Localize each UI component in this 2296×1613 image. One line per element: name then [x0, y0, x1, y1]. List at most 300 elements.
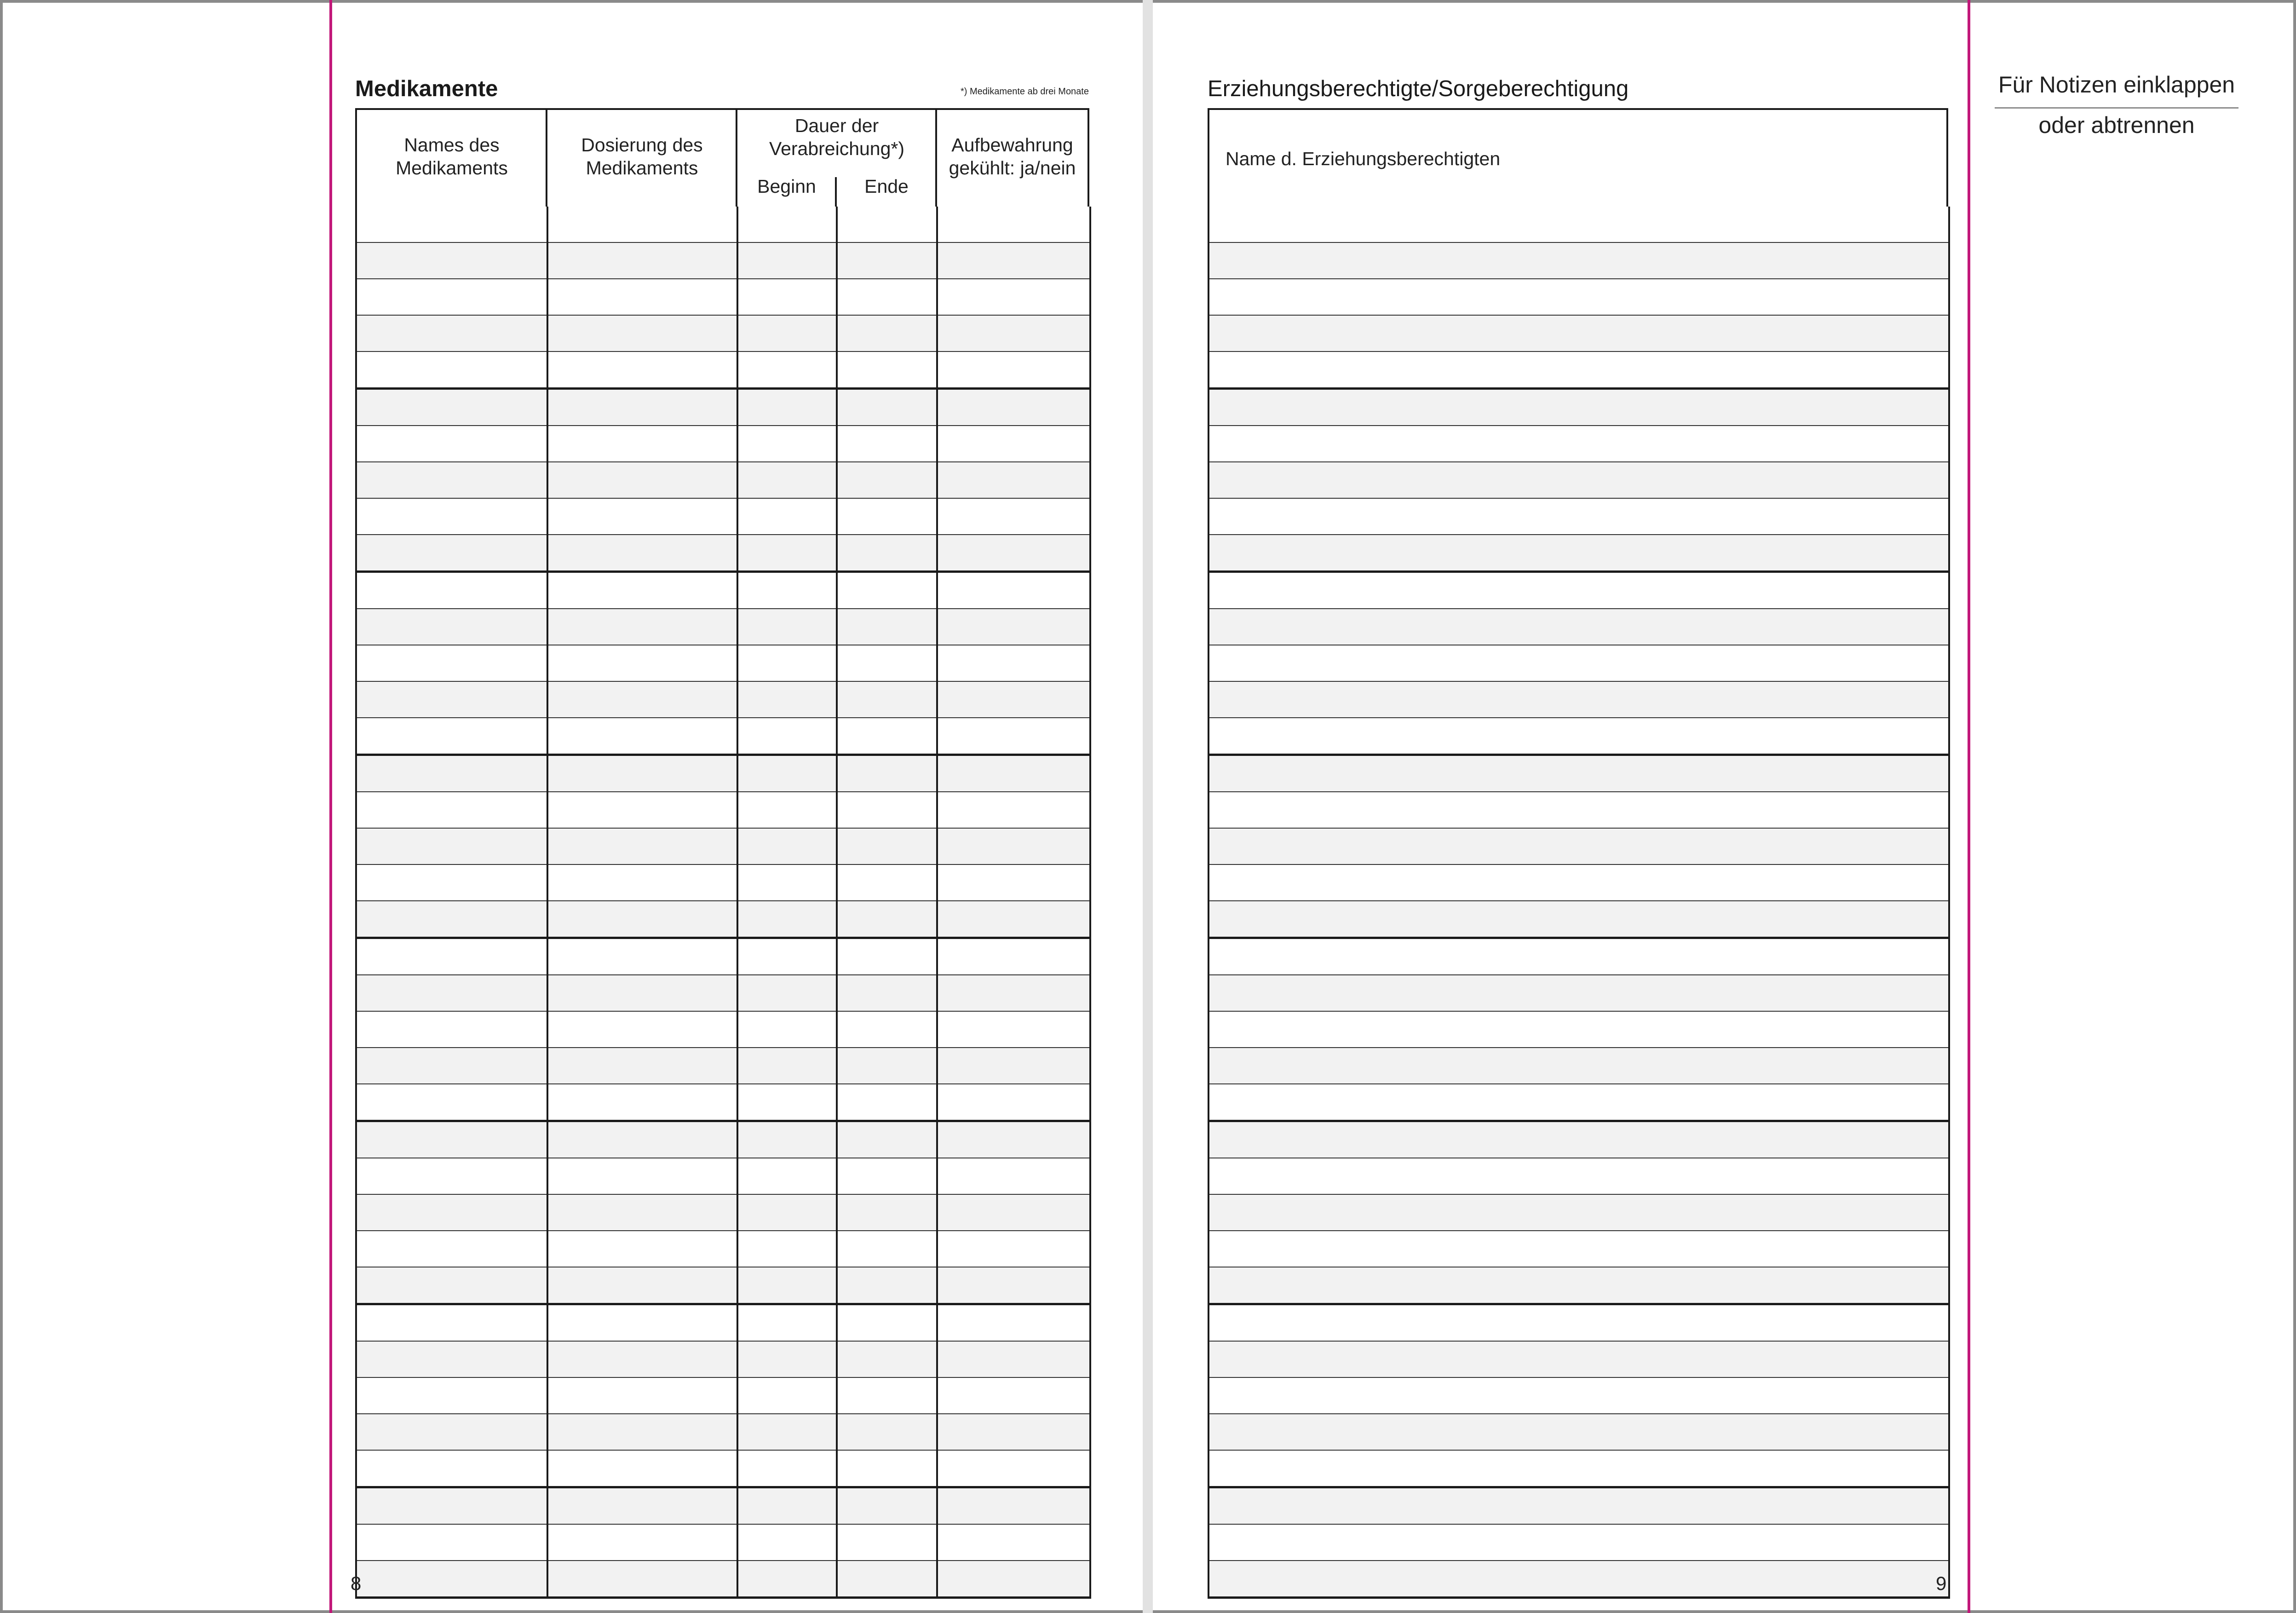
- guardian-row-cell: [1208, 1194, 1949, 1231]
- guardian-row-cell: [1208, 938, 1949, 975]
- medication-row-cell: [737, 535, 837, 572]
- medication-row-cell: [547, 535, 737, 572]
- medication-row-cell: [737, 1121, 837, 1158]
- guardian-row-cell: [1208, 1561, 1949, 1598]
- medication-row-cell: [547, 1011, 737, 1048]
- guardian-row: [1208, 681, 1949, 718]
- medication-row-cell: [547, 572, 737, 609]
- medication-row-cell: [356, 828, 547, 864]
- medication-row-cell: [737, 609, 837, 645]
- medication-row-cell: [737, 1158, 837, 1194]
- medication-row-cell: [547, 755, 737, 792]
- medication-row-cell: [356, 535, 547, 572]
- medication-row-cell: [937, 462, 1090, 498]
- guardian-row-cell: [1208, 1121, 1949, 1158]
- medication-row-cell: [937, 315, 1090, 351]
- medication-row: [356, 901, 1090, 938]
- medication-row-cell: [356, 426, 547, 462]
- medication-row: [356, 1414, 1090, 1450]
- medication-row-cell: [356, 1414, 547, 1450]
- medication-row: [356, 1048, 1090, 1084]
- flap-note-divider: [1995, 107, 2238, 109]
- medication-row: [356, 1121, 1090, 1158]
- medication-row-cell: [547, 792, 737, 828]
- medication-row-cell: [356, 462, 547, 498]
- medication-row-cell: [737, 242, 837, 279]
- medication-row-cell: [937, 1377, 1090, 1414]
- medication-row: [356, 535, 1090, 572]
- left-trim-line: [329, 0, 332, 1613]
- medication-row-cell: [547, 389, 737, 426]
- guardian-row-cell: [1208, 315, 1949, 351]
- medication-row-cell: [547, 975, 737, 1011]
- medication-row: [356, 792, 1090, 828]
- guardian-row-cell: [1208, 792, 1949, 828]
- guardian-row-cell: [1208, 1048, 1949, 1084]
- medication-row-cell: [737, 572, 837, 609]
- medication-row-cell: [547, 938, 737, 975]
- medication-row-cell: [937, 351, 1090, 389]
- medication-row: [356, 1377, 1090, 1414]
- medication-row-cell: [356, 1121, 547, 1158]
- medication-row: [356, 462, 1090, 498]
- guardian-row-cell: [1208, 1450, 1949, 1487]
- medication-row-cell: [547, 279, 737, 315]
- guardian-row: [1208, 1450, 1949, 1487]
- medication-row-cell: [737, 315, 837, 351]
- guardian-row: [1208, 1341, 1949, 1377]
- medication-row: [356, 1158, 1090, 1194]
- guardian-row-cell: [1208, 462, 1949, 498]
- guardian-title: Erziehungsberechtigte/Sorgeberechtigung: [1208, 76, 1629, 101]
- medication-row-cell: [937, 1048, 1090, 1084]
- medication-row: [356, 1011, 1090, 1048]
- medication-row-cell: [737, 755, 837, 792]
- guardian-row: [1208, 938, 1949, 975]
- guardian-row-cell: [1208, 279, 1949, 315]
- medication-row-cell: [547, 1267, 737, 1304]
- guardian-row-cell: [1208, 828, 1949, 864]
- medication-row-cell: [737, 864, 837, 901]
- medication-row-cell: [356, 498, 547, 535]
- medication-row-cell: [937, 681, 1090, 718]
- medication-row-cell: [937, 828, 1090, 864]
- guardian-row-cell: [1208, 1487, 1949, 1525]
- medication-row-cell: [837, 718, 937, 755]
- medication-row-cell: [837, 1341, 937, 1377]
- medication-row-cell: [937, 1011, 1090, 1048]
- medication-row-cell: [937, 279, 1090, 315]
- medication-row-cell: [937, 1158, 1090, 1194]
- guardian-row-cell: [1208, 1267, 1949, 1304]
- medication-row-cell: [737, 938, 837, 975]
- guardian-row-cell: [1208, 426, 1949, 462]
- medication-row-cell: [737, 1524, 837, 1561]
- guardian-row: [1208, 1267, 1949, 1304]
- medication-row-cell: [837, 1084, 937, 1121]
- medication-row-cell: [937, 1414, 1090, 1450]
- medication-row-cell: [837, 498, 937, 535]
- medication-row-cell: [937, 718, 1090, 755]
- medication-row: [356, 1304, 1090, 1342]
- medication-row-cell: [737, 1267, 837, 1304]
- medication-title: Medikamente: [355, 76, 498, 101]
- medication-row: [356, 938, 1090, 975]
- medication-row: [356, 609, 1090, 645]
- medication-row: [356, 975, 1090, 1011]
- guardian-row: [1208, 207, 1949, 242]
- medication-row: [356, 279, 1090, 315]
- medication-row-cell: [737, 1414, 837, 1450]
- medication-row-cell: [737, 792, 837, 828]
- guardian-row-cell: [1208, 572, 1949, 609]
- page-number-left: 8: [351, 1573, 362, 1594]
- medication-row-cell: [737, 1450, 837, 1487]
- medication-row-cell: [837, 975, 937, 1011]
- guardian-row-cell: [1208, 351, 1949, 389]
- medication-row-cell: [937, 1561, 1090, 1598]
- medication-row-cell: [737, 1341, 837, 1377]
- medication-row-cell: [356, 1341, 547, 1377]
- medication-row-cell: [937, 792, 1090, 828]
- medication-row-cell: [837, 389, 937, 426]
- medication-row-cell: [356, 901, 547, 938]
- guardian-row-cell: [1208, 681, 1949, 718]
- guardian-header-label: Name d. Erziehungsberechtigten: [1226, 148, 1501, 169]
- column-header-duration: Dauer der Verabreichung*): [769, 115, 905, 159]
- guardian-row: [1208, 1304, 1949, 1342]
- medication-row-cell: [547, 828, 737, 864]
- medication-row-cell: [547, 1121, 737, 1158]
- medication-row-cell: [356, 315, 547, 351]
- medication-row-cell: [356, 975, 547, 1011]
- guardian-row-cell: [1208, 535, 1949, 572]
- guardian-row: [1208, 535, 1949, 572]
- medication-row-cell: [937, 1341, 1090, 1377]
- medication-row-cell: [737, 1231, 837, 1267]
- column-header-dosage: Dosierung des Medikaments: [581, 134, 703, 179]
- medication-row-cell: [356, 792, 547, 828]
- medication-row-cell: [737, 1011, 837, 1048]
- medication-row-cell: [837, 426, 937, 462]
- medication-row-cell: [837, 1194, 937, 1231]
- medication-row: [356, 755, 1090, 792]
- guardian-row-cell: [1208, 755, 1949, 792]
- medication-row-cell: [547, 1158, 737, 1194]
- medication-row-cell: [937, 1487, 1090, 1525]
- medication-row: [356, 645, 1090, 681]
- medication-row-cell: [737, 462, 837, 498]
- medication-row-cell: [937, 1304, 1090, 1342]
- guardian-row-cell: [1208, 1377, 1949, 1414]
- medication-row-cell: [547, 1487, 737, 1525]
- medication-row-cell: [547, 901, 737, 938]
- guardian-row: [1208, 1194, 1949, 1231]
- medication-row-cell: [837, 462, 937, 498]
- medication-row-cell: [837, 901, 937, 938]
- medication-row-cell: [837, 1304, 937, 1342]
- medication-row-cell: [737, 645, 837, 681]
- medication-row-cell: [937, 535, 1090, 572]
- guardian-table-body: [1208, 207, 1950, 1599]
- medication-row-cell: [937, 389, 1090, 426]
- guardian-row: [1208, 389, 1949, 426]
- guardian-row-cell: [1208, 1341, 1949, 1377]
- medication-row-cell: [737, 975, 837, 1011]
- medication-row-cell: [547, 426, 737, 462]
- guardian-row: [1208, 755, 1949, 792]
- guardian-row: [1208, 1158, 1949, 1194]
- medication-row-cell: [937, 207, 1090, 242]
- medication-row-cell: [356, 389, 547, 426]
- medication-row-cell: [937, 975, 1090, 1011]
- medication-row-cell: [737, 426, 837, 462]
- medication-row-cell: [356, 1194, 547, 1231]
- medication-table-body: [355, 207, 1091, 1599]
- center-gutter: [1143, 0, 1153, 1613]
- medication-row-cell: [937, 938, 1090, 975]
- medication-row-cell: [837, 681, 937, 718]
- medication-row-cell: [837, 1158, 937, 1194]
- medication-row-cell: [356, 609, 547, 645]
- medication-row-cell: [356, 351, 547, 389]
- guardian-row: [1208, 1524, 1949, 1561]
- medication-row-cell: [937, 1084, 1090, 1121]
- medication-row-cell: [547, 1524, 737, 1561]
- medication-row-cell: [547, 207, 737, 242]
- medication-row-cell: [737, 1084, 837, 1121]
- medication-row-cell: [356, 1524, 547, 1561]
- medication-row-cell: [737, 279, 837, 315]
- medication-row-cell: [837, 1524, 937, 1561]
- medication-row-cell: [737, 828, 837, 864]
- medication-row-cell: [356, 938, 547, 975]
- column-header-storage: Aufbewahrung gekühlt: ja/nein: [949, 134, 1076, 179]
- medication-row-cell: [837, 279, 937, 315]
- medication-row-cell: [737, 1304, 837, 1342]
- medication-row-cell: [937, 498, 1090, 535]
- medication-row-cell: [356, 279, 547, 315]
- medication-row-cell: [837, 645, 937, 681]
- medication-row-cell: [837, 1231, 937, 1267]
- guardian-row: [1208, 1084, 1949, 1121]
- medication-row-cell: [356, 1304, 547, 1342]
- medication-row-cell: [937, 901, 1090, 938]
- guardian-row-cell: [1208, 718, 1949, 755]
- medication-row: [356, 389, 1090, 426]
- medication-row-cell: [356, 242, 547, 279]
- medication-row-cell: [837, 535, 937, 572]
- guardian-row-cell: [1208, 242, 1949, 279]
- right-trim-line: [1968, 0, 1970, 1613]
- guardian-row-cell: [1208, 207, 1949, 242]
- medication-row: [356, 718, 1090, 755]
- medication-row: [356, 572, 1090, 609]
- medication-row-cell: [356, 864, 547, 901]
- medication-row-cell: [837, 1121, 937, 1158]
- guardian-row: [1208, 645, 1949, 681]
- medication-row-cell: [737, 351, 837, 389]
- medication-row-cell: [547, 718, 737, 755]
- medication-row-cell: [937, 1194, 1090, 1231]
- guardian-row: [1208, 315, 1949, 351]
- medication-row-cell: [937, 572, 1090, 609]
- medication-row-cell: [937, 864, 1090, 901]
- medication-row-cell: [737, 389, 837, 426]
- guardian-row: [1208, 242, 1949, 279]
- guardian-row: [1208, 351, 1949, 389]
- guardian-row: [1208, 828, 1949, 864]
- medication-row-cell: [547, 1084, 737, 1121]
- medication-row-cell: [737, 901, 837, 938]
- medication-row-cell: [356, 681, 547, 718]
- medication-row-cell: [837, 864, 937, 901]
- medication-row-cell: [737, 498, 837, 535]
- medication-row: [356, 864, 1090, 901]
- medication-row-cell: [837, 242, 937, 279]
- guardian-row: [1208, 426, 1949, 462]
- medication-row-cell: [837, 828, 937, 864]
- medication-row-cell: [837, 1561, 937, 1598]
- guardian-row: [1208, 864, 1949, 901]
- medication-row-cell: [547, 1304, 737, 1342]
- medication-row: [356, 207, 1090, 242]
- medication-row-cell: [837, 1048, 937, 1084]
- medication-row: [356, 828, 1090, 864]
- medication-row-cell: [547, 351, 737, 389]
- column-header-name: Names des Medikaments: [396, 134, 508, 179]
- medication-row-cell: [547, 462, 737, 498]
- medication-row-cell: [547, 1194, 737, 1231]
- guardian-row-cell: [1208, 645, 1949, 681]
- medication-row: [356, 242, 1090, 279]
- medication-row-cell: [837, 1267, 937, 1304]
- medication-row-cell: [737, 718, 837, 755]
- medication-row: [356, 426, 1090, 462]
- medication-row-cell: [356, 1011, 547, 1048]
- medication-row-cell: [547, 1450, 737, 1487]
- guardian-row-cell: [1208, 1158, 1949, 1194]
- medication-row-cell: [837, 792, 937, 828]
- medication-row: [356, 1267, 1090, 1304]
- guardian-row-cell: [1208, 864, 1949, 901]
- medication-row-cell: [937, 1450, 1090, 1487]
- medication-row-cell: [356, 718, 547, 755]
- medication-row-cell: [737, 1048, 837, 1084]
- guardian-row-cell: [1208, 901, 1949, 938]
- medication-row-cell: [547, 1377, 737, 1414]
- medication-row-cell: [356, 1084, 547, 1121]
- medication-row-cell: [937, 645, 1090, 681]
- medication-row-cell: [356, 755, 547, 792]
- medication-row-cell: [837, 1414, 937, 1450]
- medication-row-cell: [547, 1561, 737, 1598]
- guardian-row: [1208, 975, 1949, 1011]
- guardian-row: [1208, 1561, 1949, 1598]
- page-number-right: 9: [1936, 1573, 1947, 1594]
- medication-row-cell: [937, 1121, 1090, 1158]
- medication-row-cell: [837, 1377, 937, 1414]
- medication-row-cell: [356, 1048, 547, 1084]
- medication-row: [356, 1084, 1090, 1121]
- medication-row: [356, 1487, 1090, 1525]
- medication-row-cell: [547, 864, 737, 901]
- guardian-row: [1208, 572, 1949, 609]
- medication-row-cell: [547, 645, 737, 681]
- medication-row-cell: [547, 609, 737, 645]
- medication-footnote: *) Medikamente ab drei Monate: [960, 86, 1089, 97]
- guardian-row-cell: [1208, 1084, 1949, 1121]
- guardian-row-cell: [1208, 389, 1949, 426]
- guardian-row: [1208, 1048, 1949, 1084]
- medication-row-cell: [356, 1267, 547, 1304]
- medication-row: [356, 1231, 1090, 1267]
- medication-row-cell: [356, 1487, 547, 1525]
- medication-row-cell: [356, 207, 547, 242]
- medication-row: [356, 681, 1090, 718]
- medication-row-cell: [737, 1377, 837, 1414]
- medication-row-cell: [837, 938, 937, 975]
- guardian-row: [1208, 792, 1949, 828]
- medication-row: [356, 315, 1090, 351]
- guardian-row: [1208, 1414, 1949, 1450]
- guardian-row: [1208, 901, 1949, 938]
- guardian-row: [1208, 1011, 1949, 1048]
- medication-row: [356, 351, 1090, 389]
- medication-row-cell: [547, 242, 737, 279]
- column-header-end: Ende: [864, 176, 909, 197]
- guardian-row-cell: [1208, 498, 1949, 535]
- medication-row-cell: [737, 1561, 837, 1598]
- medication-row-cell: [547, 681, 737, 718]
- guardian-row-cell: [1208, 1524, 1949, 1561]
- medication-row: [356, 1561, 1090, 1598]
- medication-row-cell: [547, 1414, 737, 1450]
- medication-row-cell: [356, 645, 547, 681]
- guardian-row: [1208, 1231, 1949, 1267]
- column-header-begin: Beginn: [757, 176, 816, 197]
- guardian-row: [1208, 1487, 1949, 1525]
- guardian-row-cell: [1208, 975, 1949, 1011]
- guardian-row-cell: [1208, 609, 1949, 645]
- guardian-row: [1208, 462, 1949, 498]
- medication-row-cell: [356, 1377, 547, 1414]
- medication-row-cell: [737, 1194, 837, 1231]
- guardian-row: [1208, 718, 1949, 755]
- medication-row-cell: [547, 315, 737, 351]
- medication-row-cell: [547, 1231, 737, 1267]
- medication-row: [356, 498, 1090, 535]
- medication-row-cell: [837, 572, 937, 609]
- medication-row-cell: [356, 1561, 547, 1598]
- medication-row-cell: [937, 1231, 1090, 1267]
- medication-row: [356, 1341, 1090, 1377]
- medication-row-cell: [737, 681, 837, 718]
- medication-row-cell: [837, 1011, 937, 1048]
- medication-row-cell: [837, 609, 937, 645]
- medication-row-cell: [937, 1267, 1090, 1304]
- medication-row-cell: [837, 315, 937, 351]
- medication-row: [356, 1450, 1090, 1487]
- medication-row-cell: [837, 755, 937, 792]
- flap-note-line-1: Für Notizen einklappen: [1998, 72, 2235, 98]
- medication-row: [356, 1524, 1090, 1561]
- medication-row-cell: [737, 207, 837, 242]
- flap-note-line-2: oder abtrennen: [2038, 112, 2195, 138]
- medication-row-cell: [937, 609, 1090, 645]
- medication-row-cell: [356, 572, 547, 609]
- guardian-row-cell: [1208, 1414, 1949, 1450]
